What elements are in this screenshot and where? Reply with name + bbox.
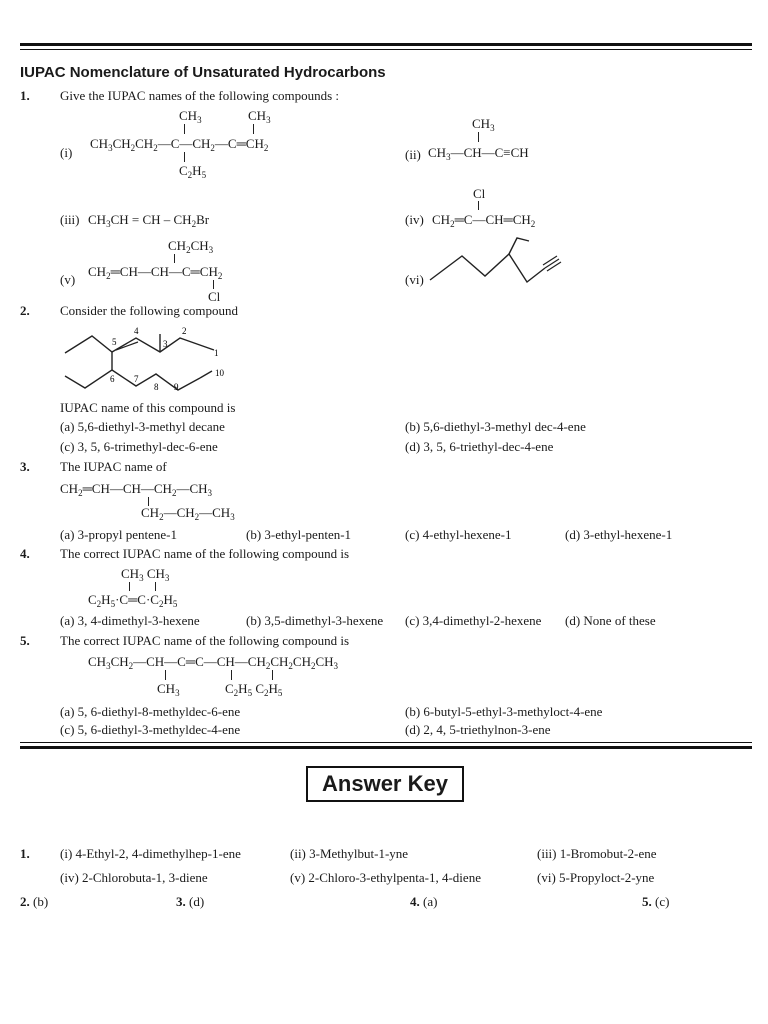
q1-iii-label: (iii) [60,212,80,227]
q2-option-b[interactable]: (b) 5,6-diethyl-3-methyl dec-4-ene [405,419,586,434]
top-rule-thin [20,49,752,50]
top-rule-thick [20,43,752,46]
q3-option-c[interactable]: (c) 4-ethyl-hexene-1 [405,527,512,542]
structure-q2 [60,320,240,400]
q1-iv-label: (iv) [405,212,424,227]
q3-option-d[interactable]: (d) 3-ethyl-hexene-1 [565,527,673,542]
answer-1-ii: (ii) 3-Methylbut-1-yne [290,846,409,861]
q1-i-label: (i) [60,145,73,160]
answer-3-value: (d) [189,894,205,909]
q1-number: 1. [20,88,30,103]
answer-3 [176,894,204,910]
atom-number-4: 4 [134,326,139,336]
q3-option-b[interactable]: (b) 3-ethyl-penten-1 [246,527,352,542]
atom-number-9: 9 [174,382,179,392]
q3-number: 3. [20,459,30,474]
q2-option-c[interactable]: (c) 3, 5, 6-trimethyl-dec-6-ene [60,439,218,454]
q2-option-a[interactable]: (a) 5,6-diethyl-3-methyl decane [60,419,225,434]
answer-1-v: (v) 2-Chloro-3-ethylpenta-1, 4-diene [290,870,481,885]
answer-1-i: (i) 4-Ethyl-2, 4-dimethylhep-1-ene [60,846,241,861]
page-title: IUPAC Nomenclature of Unsaturated Hydrocarbons [20,64,386,81]
q4-option-a[interactable]: (a) 3, 4-dimethyl-3-hexene [60,613,200,628]
answer-5-value: (c) [655,894,670,909]
atom-number-5: 5 [112,337,117,347]
q5-option-b[interactable]: (b) 6-butyl-5-ethyl-3-methyloct-4-ene [405,704,603,719]
answer-4-number: 4. [410,894,420,909]
q4-option-d[interactable]: (d) None of these [565,613,656,628]
answer-5-number: 5. [642,894,652,909]
atom-number-8: 8 [154,382,159,392]
answer-2-number: 2. [20,894,30,909]
q1-v-label: (v) [60,272,76,287]
answer-1-iv: (iv) 2-Chlorobuta-1, 3-diene [60,870,208,885]
q3-text: The IUPAC name of [60,459,167,474]
answer-3-number: 3. [176,894,186,909]
q5-option-c[interactable]: (c) 5, 6-diethyl-3-methyldec-4-ene [60,722,241,737]
q5-option-a[interactable]: (a) 5, 6-diethyl-8-methyldec-6-ene [60,704,241,719]
atom-number-6: 6 [110,374,115,384]
answer-1-vi: (vi) 5-Propyloct-2-yne [537,870,655,885]
q1-ii-label: (ii) [405,147,421,162]
atom-number-3: 3 [163,339,168,349]
q2-number: 2. [20,303,30,318]
q2-prompt: IUPAC name of this compound is [60,400,236,415]
q5-text: The correct IUPAC name of the following compound is [60,633,350,648]
q4-option-b[interactable]: (b) 3,5-dimethyl-3-hexene [246,613,384,628]
answer-5 [642,894,669,910]
answer-q1-number: 1. [20,846,30,861]
answer-2 [20,894,48,910]
q2-text: Consider the following compound [60,303,239,318]
q4-text: The correct IUPAC name of the following compound is [60,546,350,561]
answer-key-heading: Answer Key [306,766,464,802]
answer-4 [410,894,437,910]
q2-option-d[interactable]: (d) 3, 5, 6-triethyl-dec-4-ene [405,439,554,454]
q5-number: 5. [20,633,30,648]
bottom-rule-thick [20,746,752,749]
q4-number: 4. [20,546,30,561]
q1-text: Give the IUPAC names of the following compounds : [60,88,339,103]
atom-number-7: 7 [134,374,139,384]
atom-number-10: 10 [215,368,224,378]
structure-vi [425,232,565,292]
q1-vi-label: (vi) [405,272,424,287]
bottom-rule-thin [20,742,752,743]
answer-2-value: (b) [33,894,49,909]
structure-iii: $CH_3CH$ = CH – $CH_2Br$ [88,212,210,229]
q4-option-c[interactable]: (c) 3,4-dimethyl-2-hexene [405,613,542,628]
atom-number-1: 1 [214,348,219,358]
q3-option-a[interactable]: (a) 3-propyl pentene-1 [60,527,177,542]
atom-number-2: 2 [182,326,187,336]
answer-1-iii: (iii) 1-Bromobut-2-ene [537,846,657,861]
q5-option-d[interactable]: (d) 2, 4, 5-triethylnon-3-ene [405,722,551,737]
answer-4-value: (a) [423,894,438,909]
